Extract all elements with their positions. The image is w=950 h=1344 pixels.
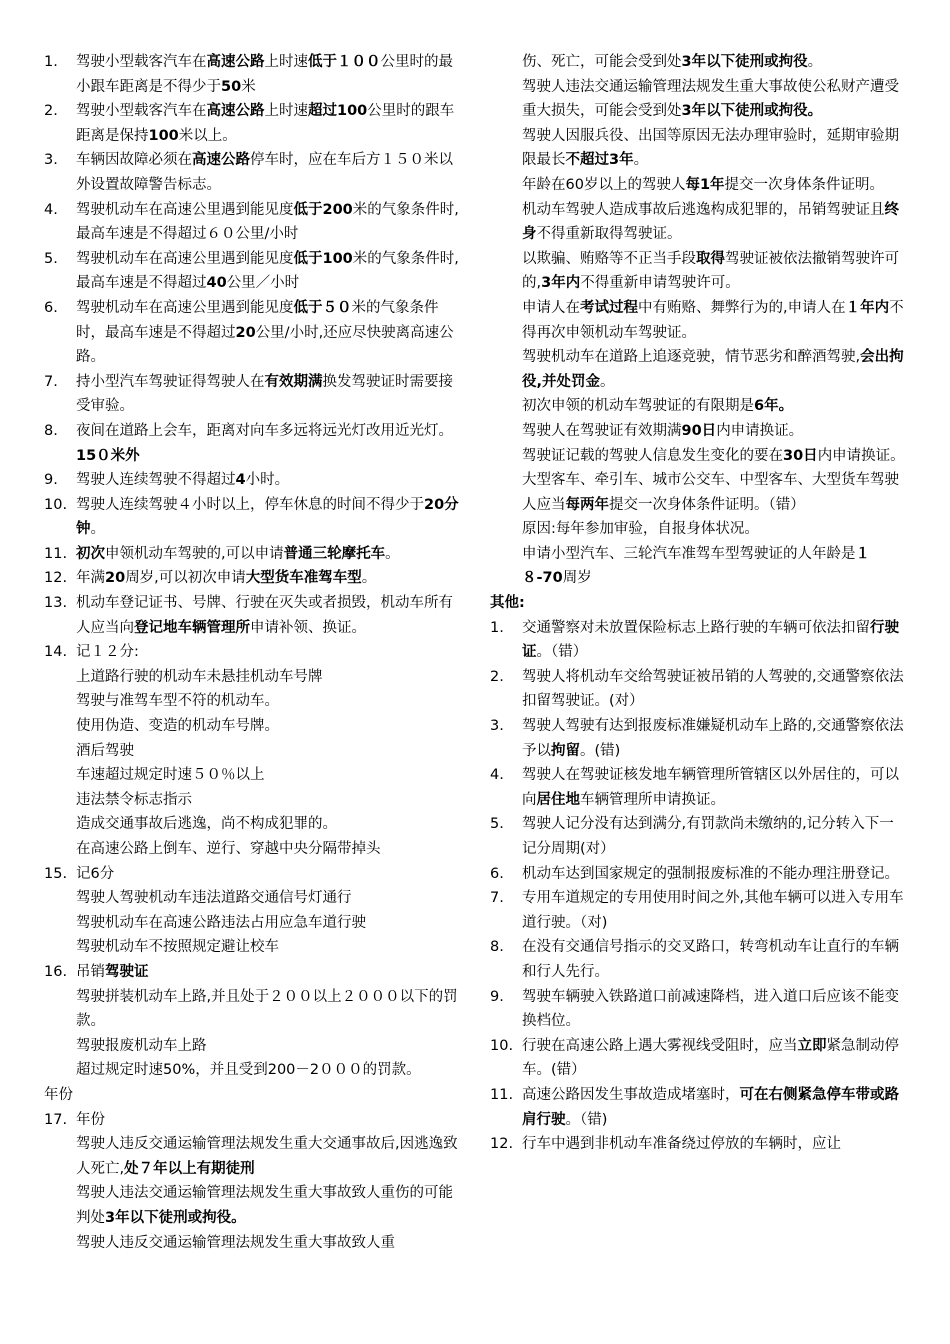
item-text xyxy=(76,915,366,931)
text-segment: 小时。 xyxy=(245,472,290,489)
paragraph xyxy=(490,345,908,394)
item-text xyxy=(522,79,899,120)
item-text xyxy=(522,128,899,169)
item-text xyxy=(76,251,459,292)
item-text xyxy=(522,448,905,464)
item-text xyxy=(522,1038,899,1079)
item-text xyxy=(76,792,192,808)
bold-text: 行驶证 xyxy=(522,619,899,661)
list-item xyxy=(44,542,462,567)
bold-text: 低于５０ xyxy=(293,299,352,316)
bold-text: 3年以下徒刑或拘役。 xyxy=(105,1209,246,1226)
bold-text: 15０米外 xyxy=(76,447,140,464)
item-text xyxy=(522,300,904,341)
bold-text: 低于１００ xyxy=(308,54,381,70)
text-segment: 申请补领、换证。 xyxy=(250,619,366,636)
item-text xyxy=(522,620,899,661)
text-segment: 初次申领的机动车驾驶证的有限期是 xyxy=(522,398,754,415)
text-segment: 米 xyxy=(241,78,256,95)
bold-text: １８-70 xyxy=(522,545,870,587)
sub-item xyxy=(44,1231,462,1256)
text-segment: 年龄在60岁以上的驾驶人 xyxy=(522,176,686,193)
sub-item xyxy=(44,911,462,936)
text-segment: 驾驶人违反交通运输管理法规发生重大事故致人重 xyxy=(76,1234,395,1251)
paragraph xyxy=(490,517,908,542)
text-segment: 内申请换证。 xyxy=(716,422,804,439)
item-text xyxy=(522,349,904,390)
list-item xyxy=(490,886,908,935)
list-item xyxy=(44,468,462,493)
text-segment: 驾驶人违反交通运输管理法规发生重大交通事故后,因逃逸致人死亡, xyxy=(76,1136,458,1177)
item-text xyxy=(76,767,265,783)
item-text xyxy=(522,54,822,70)
text-segment: 不得重新取得驾驶证。 xyxy=(536,226,682,243)
text-segment: 提交一次身体条件证明。（错） xyxy=(609,496,805,513)
list-item-number: 2. xyxy=(44,103,58,120)
list-item-number: 9. xyxy=(44,472,58,489)
list-item-number: 1. xyxy=(490,619,504,636)
bold-text: 50 xyxy=(221,78,242,95)
item-text xyxy=(76,866,114,882)
bold-text: 取得 xyxy=(696,250,725,267)
bold-text: １年内 xyxy=(845,299,890,316)
text-segment: 上道路行驶的机动车未悬挂机动车号牌 xyxy=(76,668,323,685)
text-segment: 在高速公路上倒车、逆行、穿越中央分隔带掉头 xyxy=(76,841,381,857)
text-segment: 在没有交通信号指示的交叉路口，转弯机动车让直行的车辆和行人先行。 xyxy=(522,939,899,980)
list-item xyxy=(490,665,908,714)
item-text xyxy=(522,816,894,857)
item-text xyxy=(76,423,453,464)
text-segment: 驾驶机动车在道路上追逐竞驶，情节恶劣和醉酒驾驶, xyxy=(522,349,861,366)
bold-text: 普通三轮摩托车 xyxy=(283,545,386,562)
paragraph xyxy=(490,419,908,444)
text-segment: 换发驾驶证时需要接受审验。 xyxy=(76,373,453,415)
text-segment: 伤、死亡，可能会受到处 xyxy=(522,54,682,70)
list-item-number: 7. xyxy=(490,890,504,907)
text-segment: 内申请换证。 xyxy=(817,447,905,464)
text-segment: 车辆因故障必须在 xyxy=(76,152,192,169)
item-text xyxy=(490,595,525,611)
text-segment: 驾驶人记分没有达到满分,有罚款尚未缴纳的,记分转入下一记分周期(对） xyxy=(522,816,894,857)
sub-item xyxy=(44,739,462,764)
paragraph xyxy=(490,198,908,247)
paragraph xyxy=(490,75,908,124)
text-segment: 。 xyxy=(361,570,377,587)
list-item-number: 11. xyxy=(44,545,68,562)
list-item xyxy=(44,862,462,887)
text-segment: 米的气象条件时，最高车速是不得超过 xyxy=(76,299,439,341)
text-segment: 驾驶证记载的驾驶人信息发生变化的要在 xyxy=(522,447,783,464)
item-text xyxy=(76,1136,458,1177)
text-segment: 驾驶小型载客汽车在 xyxy=(76,103,207,120)
sub-item xyxy=(44,935,462,960)
text-segment: 公里时的跟车距离是保持 xyxy=(76,103,455,144)
item-text xyxy=(76,1062,421,1078)
text-segment: 机动车登记证书、号牌、行驶在灭失或者损毁，机动车所有人应当向 xyxy=(76,595,453,636)
text-segment: 驾驶机动车在高速公里遇到能见度 xyxy=(76,250,294,267)
section-label xyxy=(44,1083,462,1108)
text-segment: 公里/小时,还应尽快驶离高速公路。 xyxy=(76,324,454,366)
text-segment: 驾驶证被依法撤销驾驶许可的, xyxy=(522,250,899,292)
text-segment: 驾驶人驾驶机动车违法道路交通信号灯通行 xyxy=(76,890,352,907)
item-text xyxy=(76,718,279,734)
list-item xyxy=(44,50,462,99)
text-segment: 申领机动车驾驶的,可以申请 xyxy=(105,545,284,562)
list-item-number: 12. xyxy=(44,570,68,587)
sub-item xyxy=(44,665,462,690)
bold-text: 20 xyxy=(235,324,256,341)
text-segment: 高速公路因发生事故造成堵塞时， xyxy=(522,1086,740,1103)
item-text xyxy=(76,939,279,955)
item-text xyxy=(522,423,803,439)
list-item xyxy=(44,198,462,247)
text-segment: 。 xyxy=(807,54,823,70)
item-text xyxy=(76,989,458,1030)
bold-text: 拘留 xyxy=(551,742,580,759)
paragraph xyxy=(490,247,908,296)
bold-text: 90日 xyxy=(681,422,717,439)
sub-item xyxy=(44,1132,462,1181)
list-item-number: 3. xyxy=(490,718,504,735)
list-item-number: 9. xyxy=(490,988,504,1005)
text-segment: 申请小型汽车、三轮汽车准驾车型驾驶证的人年龄是 xyxy=(522,545,856,562)
bold-text: 4 xyxy=(235,472,246,489)
text-segment: 驾驶机动车在高速公里遇到能见度 xyxy=(76,299,294,316)
item-text xyxy=(76,816,337,832)
item-text xyxy=(76,964,149,980)
paragraph xyxy=(490,468,908,517)
list-item-number: 2. xyxy=(490,668,504,685)
bold-text: 3年内 xyxy=(541,275,581,292)
text-segment: 驾驶机动车不按照规定避让校车 xyxy=(76,939,279,956)
item-text xyxy=(522,1087,899,1128)
text-segment: 记１２分: xyxy=(76,644,139,661)
text-segment: 驾驶人驾驶有达到报废标准嫌疑机动车上路的,交通警察依法予以 xyxy=(522,718,904,759)
text-segment: 。(错) xyxy=(580,742,621,759)
text-segment: 使用伪造、变造的机动车号牌。 xyxy=(76,718,279,735)
list-item-number: 11. xyxy=(490,1086,514,1103)
item-text xyxy=(76,1235,395,1251)
bold-text: 考试过程 xyxy=(580,299,638,316)
text-segment: 持小型汽车驾驶证得驾驶人在 xyxy=(76,373,265,390)
bold-text: 可在右侧紧急停车带或路肩行驶 xyxy=(522,1086,899,1128)
bold-text: 驾驶证 xyxy=(105,963,149,980)
sub-item xyxy=(44,763,462,788)
list-item-number: 12. xyxy=(490,1136,514,1153)
item-text xyxy=(76,472,289,488)
text-segment: 米的气象条件时,最高车速是不得超过 xyxy=(76,250,459,292)
list-item-number: 6. xyxy=(44,299,58,316)
text-segment: 驾驶人违法交通运输管理法规发生重大事故使公私财产遭受重大损失，可能会受到处 xyxy=(522,78,899,120)
text-segment: 。 xyxy=(385,545,400,562)
bold-text: 40 xyxy=(206,275,227,292)
bold-text: 20 xyxy=(105,570,126,587)
list-item xyxy=(44,148,462,197)
text-segment: 米以上。 xyxy=(178,127,237,144)
item-text xyxy=(522,546,870,587)
item-text xyxy=(522,398,793,414)
item-text xyxy=(76,841,381,857)
text-segment: 。 xyxy=(633,152,649,169)
item-text xyxy=(522,1136,841,1152)
bold-text: 登记地车辆管理所 xyxy=(134,619,250,636)
sub-item xyxy=(44,1058,462,1083)
bold-text: 3年以下徒刑或拘役。 xyxy=(681,103,823,120)
item-text xyxy=(522,521,759,537)
item-text xyxy=(522,890,904,931)
bold-text: 其他: xyxy=(490,595,525,612)
text-segment: 机动车达到国家规定的强制报废标准的不能办理注册登记。 xyxy=(522,865,899,882)
text-segment: 原因:每年参加审验，自报身体状况。 xyxy=(522,521,759,538)
text-segment: 驾驶小型载客汽车在 xyxy=(76,54,207,70)
text-segment: 。 xyxy=(600,373,615,390)
text-segment: 年份 xyxy=(76,1111,105,1128)
text-segment: 紧急制动停车。(错） xyxy=(522,1037,899,1079)
list-item xyxy=(490,1132,908,1157)
item-text xyxy=(522,866,899,882)
bold-text: 低于100 xyxy=(293,250,353,267)
item-text xyxy=(76,669,323,685)
text-segment: 驾驶报废机动车上路 xyxy=(76,1037,207,1054)
list-item-number: 8. xyxy=(44,422,58,439)
text-segment: 驾驶车辆驶入铁路道口前减速降档，进入道口后应该不能变换档位。 xyxy=(522,988,899,1030)
item-text xyxy=(76,1112,105,1128)
list-item-number: 10. xyxy=(490,1037,514,1054)
bold-text: 3年以下徒刑或拘役 xyxy=(681,54,808,70)
text-segment: 驾驶人在驾驶证核发地车辆管理所管辖区以外居住的，可以向 xyxy=(522,767,899,808)
item-text xyxy=(76,300,454,365)
item-text xyxy=(522,939,899,980)
text-segment: 驾驶人将机动车交给驾驶证被吊销的人驾驶的,交通警察依法扣留驾驶证。(对） xyxy=(522,668,904,710)
sub-item xyxy=(44,788,462,813)
text-segment: 年满 xyxy=(76,570,105,587)
bold-text: 大型货车准驾车型 xyxy=(245,570,362,587)
text-segment: 驾驶人连续驾驶４小时以上，停车休息的时间不得少于 xyxy=(76,496,424,513)
item-text xyxy=(76,374,453,415)
paragraph xyxy=(490,542,908,591)
text-segment: 行车中遇到非机动车准备绕过停放的车辆时，应让 xyxy=(522,1136,841,1153)
item-text xyxy=(522,177,884,193)
item-text xyxy=(522,767,899,808)
list-item-number: 4. xyxy=(44,201,58,218)
list-item xyxy=(490,1034,908,1083)
text-segment: 不得再次申领机动车驾驶证。 xyxy=(522,299,904,341)
text-segment: 上时速 xyxy=(264,54,308,70)
sub-item xyxy=(44,714,462,739)
bold-text: 超过100 xyxy=(308,103,368,120)
text-segment: 驾驶人连续驾驶不得超过 xyxy=(76,472,236,489)
text-segment: 驾驶拼装机动车上路,并且处于２００以上２０００以下的罚款。 xyxy=(76,988,458,1030)
item-text xyxy=(76,103,454,144)
list-item-number: 1. xyxy=(44,54,58,70)
text-segment: 车速超过规定时速５０％以上 xyxy=(76,767,265,784)
text-segment: 机动车驾驶人造成事故后逃逸构成犯罪的，吊销驾驶证且 xyxy=(522,201,885,218)
list-item-number: 3. xyxy=(44,152,58,169)
text-segment: 行驶在高速公路上遇大雾视线受阻时，应当 xyxy=(522,1037,798,1054)
text-segment: 吊销 xyxy=(76,963,105,980)
sub-item xyxy=(44,689,462,714)
text-segment: 上时速 xyxy=(264,103,308,120)
list-item-number: 14. xyxy=(44,644,68,661)
bold-text: 20分钟 xyxy=(76,496,459,538)
list-item xyxy=(490,935,908,984)
text-segment: 大型客车、牵引车、城市公交车、中型客车、大型货车驾驶人应当 xyxy=(522,472,899,513)
item-text xyxy=(522,202,899,243)
list-item-number: 4. xyxy=(490,767,504,784)
paragraph xyxy=(490,124,908,173)
list-item xyxy=(44,591,462,640)
section-heading xyxy=(490,591,908,616)
bold-text: 每两年 xyxy=(565,496,609,513)
text-segment: 违法禁令标志指示 xyxy=(76,791,192,808)
bold-text: 终身 xyxy=(522,201,899,243)
item-text xyxy=(76,890,352,906)
bold-text: 会出拘役,并处罚金 xyxy=(522,349,904,390)
list-item xyxy=(44,566,462,591)
text-segment: 公里时的最小跟车距离是不得少于 xyxy=(76,54,453,95)
list-item-number: 8. xyxy=(490,939,504,956)
sub-item xyxy=(44,837,462,862)
item-text xyxy=(522,472,899,513)
bold-text: 低于200 xyxy=(293,201,353,218)
list-item-number: 13. xyxy=(44,595,68,612)
right-column xyxy=(490,50,908,1157)
item-text xyxy=(522,251,899,292)
list-item-number: 16. xyxy=(44,963,68,980)
list-item-number: 15. xyxy=(44,865,68,882)
list-item xyxy=(44,640,462,665)
list-item-number: 7. xyxy=(44,373,58,390)
bold-text: 每1年 xyxy=(685,176,725,193)
item-text xyxy=(76,497,459,538)
text-segment: 停车时，应在车后方１５０米以外设置故障警告标志。 xyxy=(76,152,453,193)
item-text xyxy=(522,718,904,759)
list-item xyxy=(490,985,908,1034)
text-segment: 。（错） xyxy=(536,644,588,661)
bold-text: 100 xyxy=(148,127,179,144)
list-item-number: 10. xyxy=(44,496,68,513)
bold-text: 有效期满 xyxy=(264,373,323,390)
item-text xyxy=(76,152,453,193)
sub-item xyxy=(44,1181,462,1230)
text-segment: 记6分 xyxy=(76,865,115,882)
item-text xyxy=(76,54,453,95)
text-segment: 周岁,可以初次申请 xyxy=(125,570,246,587)
item-text xyxy=(76,743,134,759)
text-segment: 。 xyxy=(90,521,105,538)
list-item-number: 17. xyxy=(44,1111,68,1128)
text-segment: 驾驶机动车在高速公里遇到能见度 xyxy=(76,201,294,218)
bold-text: 居住地 xyxy=(536,791,580,808)
list-item xyxy=(490,616,908,665)
text-segment: 超过规定时速50%，并且受到200－2０００的罚款。 xyxy=(76,1062,421,1079)
paragraph xyxy=(490,394,908,419)
text-segment: 驾驶人因服兵役、出国等原因无法办理审验时，延期审验期限最长 xyxy=(522,127,899,169)
list-item xyxy=(44,99,462,148)
paragraph xyxy=(490,50,908,75)
text-segment: 以欺骗、贿赂等不正当手段 xyxy=(522,250,696,267)
item-text xyxy=(76,644,139,660)
list-item xyxy=(44,1108,462,1133)
text-segment: 不得重新申请驾驶许可。 xyxy=(580,275,740,292)
text-segment: 驾驶人在驾驶证有效期满 xyxy=(522,422,682,439)
list-item-number: 6. xyxy=(490,865,504,882)
list-item xyxy=(44,370,462,419)
sub-item xyxy=(44,812,462,837)
text-segment: 交通警察对未放置保险标志上路行驶的车辆可依法扣留 xyxy=(522,619,870,636)
list-item xyxy=(44,960,462,985)
list-item-number: 5. xyxy=(490,816,504,833)
text-segment: 驾驶与准驾车型不符的机动车。 xyxy=(76,693,279,710)
paragraph xyxy=(490,296,908,345)
text-segment: 。（错) xyxy=(565,1111,608,1128)
item-text xyxy=(44,1087,73,1103)
list-item xyxy=(490,1083,908,1132)
item-text xyxy=(522,669,904,710)
item-text xyxy=(76,1038,207,1054)
list-item-number: 5. xyxy=(44,250,58,267)
text-segment: 中有贿赂、舞弊行为的,申请人在 xyxy=(638,299,846,316)
text-segment: 提交一次身体条件证明。 xyxy=(724,176,885,193)
bold-text: 高速公路 xyxy=(206,54,265,70)
list-item xyxy=(44,247,462,296)
sub-item xyxy=(44,1034,462,1059)
text-segment: 专用车道规定的专用使用时间之外,其他车辆可以进入专用车道行驶。（对) xyxy=(522,890,904,931)
sub-item xyxy=(44,985,462,1034)
left-column xyxy=(44,50,462,1255)
text-segment: 周岁 xyxy=(562,570,592,587)
text-segment: 公里／小时 xyxy=(226,275,300,292)
text-segment: 酒后驾驶 xyxy=(76,742,134,759)
list-item xyxy=(490,763,908,812)
list-item xyxy=(44,493,462,542)
bold-text: 初次 xyxy=(76,545,105,562)
item-text xyxy=(76,693,279,709)
sub-item xyxy=(44,886,462,911)
list-item xyxy=(490,812,908,861)
text-segment: 申请人在 xyxy=(522,299,580,316)
list-item xyxy=(490,714,908,763)
bold-text: 处７年以上有期徒刑 xyxy=(124,1160,255,1177)
bold-text: 30日 xyxy=(783,447,818,464)
text-segment: 驾驶机动车在高速公路违法占用应急车道行驶 xyxy=(76,914,366,931)
paragraph xyxy=(490,444,908,469)
text-segment: 驾驶人违法交通运输管理法规发生重大事故致人重伤的可能判处 xyxy=(76,1185,453,1226)
list-item xyxy=(490,862,908,887)
bold-text: 6年。 xyxy=(754,398,794,415)
bold-text: 高速公路 xyxy=(206,103,265,120)
paragraph xyxy=(490,173,908,198)
bold-text: 不超过3年 xyxy=(565,152,634,169)
item-text xyxy=(76,570,376,586)
list-item xyxy=(44,296,462,370)
text-segment: 夜间在道路上会车，距离对向车多远将远光灯改用近光灯。 xyxy=(76,422,453,439)
text-segment: 造成交通事故后逃逸，尚不构成犯罪的。 xyxy=(76,816,337,833)
item-text xyxy=(76,546,400,562)
text-segment: 年份 xyxy=(44,1086,73,1103)
text-segment: 米的气象条件时,最高车速是不得超过６０公里/小时 xyxy=(76,201,459,243)
item-text xyxy=(76,202,459,243)
text-segment: 车辆管理所申请换证。 xyxy=(580,791,725,808)
bold-text: 高速公路 xyxy=(192,152,250,169)
list-item xyxy=(44,419,462,468)
item-text xyxy=(76,1185,453,1226)
bold-text: 立即 xyxy=(797,1037,827,1054)
item-text xyxy=(76,595,453,636)
item-text xyxy=(522,989,899,1030)
